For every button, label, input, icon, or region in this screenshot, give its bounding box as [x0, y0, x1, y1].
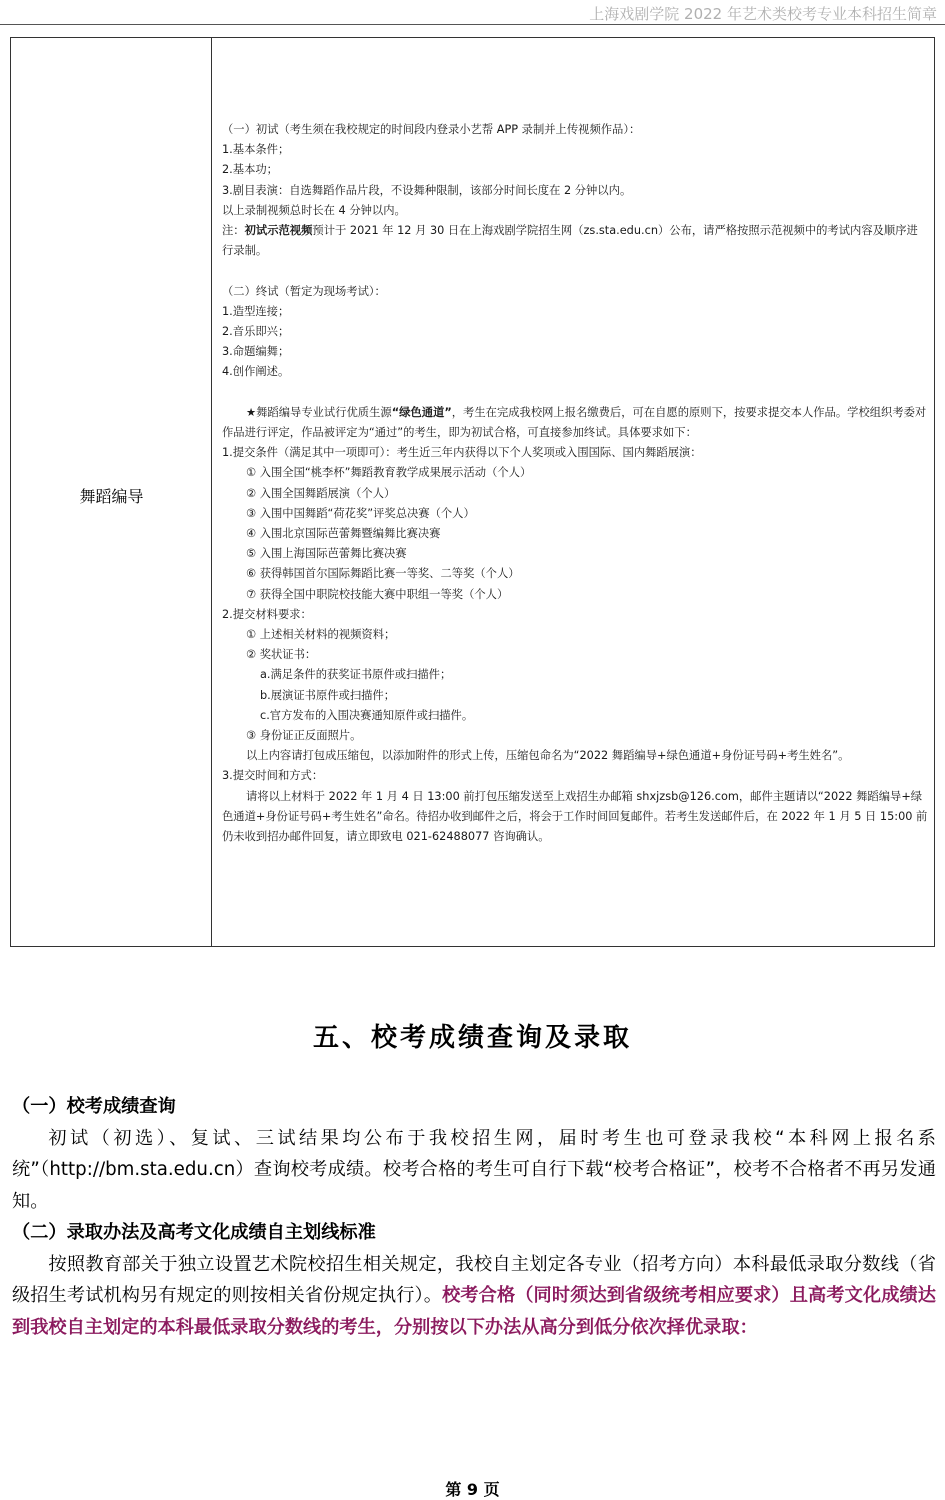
prelim-total: 以上录制视频总时长在 4 分钟以内。	[222, 203, 406, 217]
condition-item: ② 入围全国舞蹈展演（个人）	[246, 486, 396, 500]
green-channel-label: “绿色通道”	[391, 405, 452, 419]
final-item: 4.创作阐述。	[222, 365, 290, 379]
condition-item: ⑤ 入围上海国际芭蕾舞比赛决赛	[246, 547, 407, 561]
submit-time-body: 请将以上材料于 2022 年 1 月 4 日 13:00 前打包压缩发送至上戏招生办邮箱 shxjzsb@126.com，邮件主题请以“2022 舞蹈编导+绿色通道+身份证号码+考生姓名”命名。待招办收到邮件之后，将会于工作时间回复邮件。若考生发送邮件后，在 2022 年 1 月 5 日 15:00 前仍未收到招办邮件回复，请立即致电 021-62488077 咨询确认。	[222, 789, 928, 844]
condition-item: ⑥ 获得韩国首尔国际舞蹈比赛一等奖、二等奖（个人）	[246, 567, 520, 581]
section-body	[12, 1091, 936, 1343]
prelim-note: 注：初试示范视频预计于 2021 年 12 月 30 日在上海戏剧学院招生网（zs.sta.edu.cn）公布，请严格按照示范视频中的考试内容及顺序进行录制。	[222, 224, 918, 258]
submit-time-title: 3.提交时间和方式：	[222, 769, 324, 783]
materials-pack: 以上内容请打包成压缩包，以添加附件的形式上传，压缩包命名为“2022 舞蹈编导+绿色通道+身份证号码+考生姓名”。	[246, 749, 850, 763]
final-item: 3.命题编舞；	[222, 345, 290, 359]
prelim-title: （一）初试（考生须在我校规定的时间段内登录小艺帮 APP 录制并上传视频作品）：	[222, 123, 641, 136]
condition-item: ④ 入围北京国际芭蕾舞暨编舞比赛决赛	[246, 527, 441, 541]
demo-video-label: 初试示范视频	[244, 224, 313, 238]
subsection-title: （二）录取办法及高考文化成绩自主划线标准	[12, 1222, 376, 1243]
materials-item: ② 奖状证书：	[246, 648, 317, 662]
materials-subitem: b.展演证书原件或扫描件；	[260, 688, 396, 702]
condition-title: 1.提交条件（满足其中一项即可）：考生近三年内获得以下个人奖项或入围国际、国内舞蹈展演：	[222, 446, 702, 460]
section-title: 五、校考成绩查询及录取	[312, 1023, 632, 1053]
final-title: （二）终试（暂定为现场考试）：	[222, 284, 386, 298]
subsection-title: （一）校考成绩查询	[12, 1096, 176, 1117]
requirements-text	[222, 120, 928, 847]
materials-title: 2.提交材料要求：	[222, 607, 312, 621]
major-column	[11, 38, 212, 946]
header-title: 上海戏剧学院 2022 年艺术类校考专业本科招生简章	[589, 5, 937, 23]
exam-table	[10, 37, 935, 947]
green-channel-intro: ★舞蹈编导专业试行优质生源“绿色通道”，考生在完成我校网上报名缴费后，可在自愿的原则下，按要求提交本人作品。学校组织考委对作品进行评定，作品被评定为“通过”的考生，即为初试合格，可直接参加终试。具体要求如下：	[222, 405, 927, 440]
condition-item: ③ 入围中国舞蹈“荷花奖”评奖总决赛（个人）	[246, 506, 475, 520]
prelim-item: 2.基本功；	[222, 163, 278, 177]
major-name: 舞蹈编导	[79, 487, 144, 506]
admission-paragraph: 按照教育部关于独立设置艺术院校招生相关规定，我校自主划定各专业（招考方向）本科最低录取分数线（省级招生考试机构另有规定的则按相关省份规定执行）。校考合格（同时须达到省级统考相应要求）且高考文化成绩达到我校自主划定的本科最低录取分数线的考生，分别按以下办法从高分到低分依次择优录取：	[12, 1253, 936, 1338]
condition-item: ① 入围全国“桃李杯”舞蹈教育教学成果展示活动（个人）	[246, 466, 532, 480]
prelim-item: 1.基本条件；	[222, 143, 290, 157]
score-query-paragraph: 初试（初选）、复试、三试结果均公布于我校招生网，届时考生也可登录我校“本科网上报名系统”（http://bm.sta.edu.cn）查询校考成绩。校考合格的考生可自行下载“校考合格证”，校考不合格者不再另发通知。	[12, 1127, 936, 1212]
page-number: 第 9 页	[445, 1480, 500, 1499]
prelim-item: 3.剧目表演：自选舞蹈作品片段，不设舞种限制，该部分时间长度在 2 分钟以内。	[222, 183, 632, 197]
materials-subitem: a.满足条件的获奖证书原件或扫描件；	[260, 668, 452, 682]
admission-highlight: 校考合格（同时须达到省级统考相应要求）且高考文化成绩达到我校自主划定的本科最低录取分数线的考生，分别按以下办法从高分到低分依次择优录取：	[12, 1285, 936, 1338]
final-item: 2.音乐即兴；	[222, 325, 290, 339]
page-header	[0, 0, 945, 25]
materials-item: ③ 身份证正反面照片。	[246, 729, 362, 743]
condition-item: ⑦ 获得全国中职院校技能大赛中职组一等奖（个人）	[246, 587, 509, 601]
final-item: 1.造型连接；	[222, 304, 290, 318]
materials-subitem: c.官方发布的入围决赛通知原件或扫描件。	[260, 708, 474, 722]
requirements-column	[212, 38, 934, 946]
materials-item: ① 上述相关材料的视频资料；	[246, 628, 396, 642]
